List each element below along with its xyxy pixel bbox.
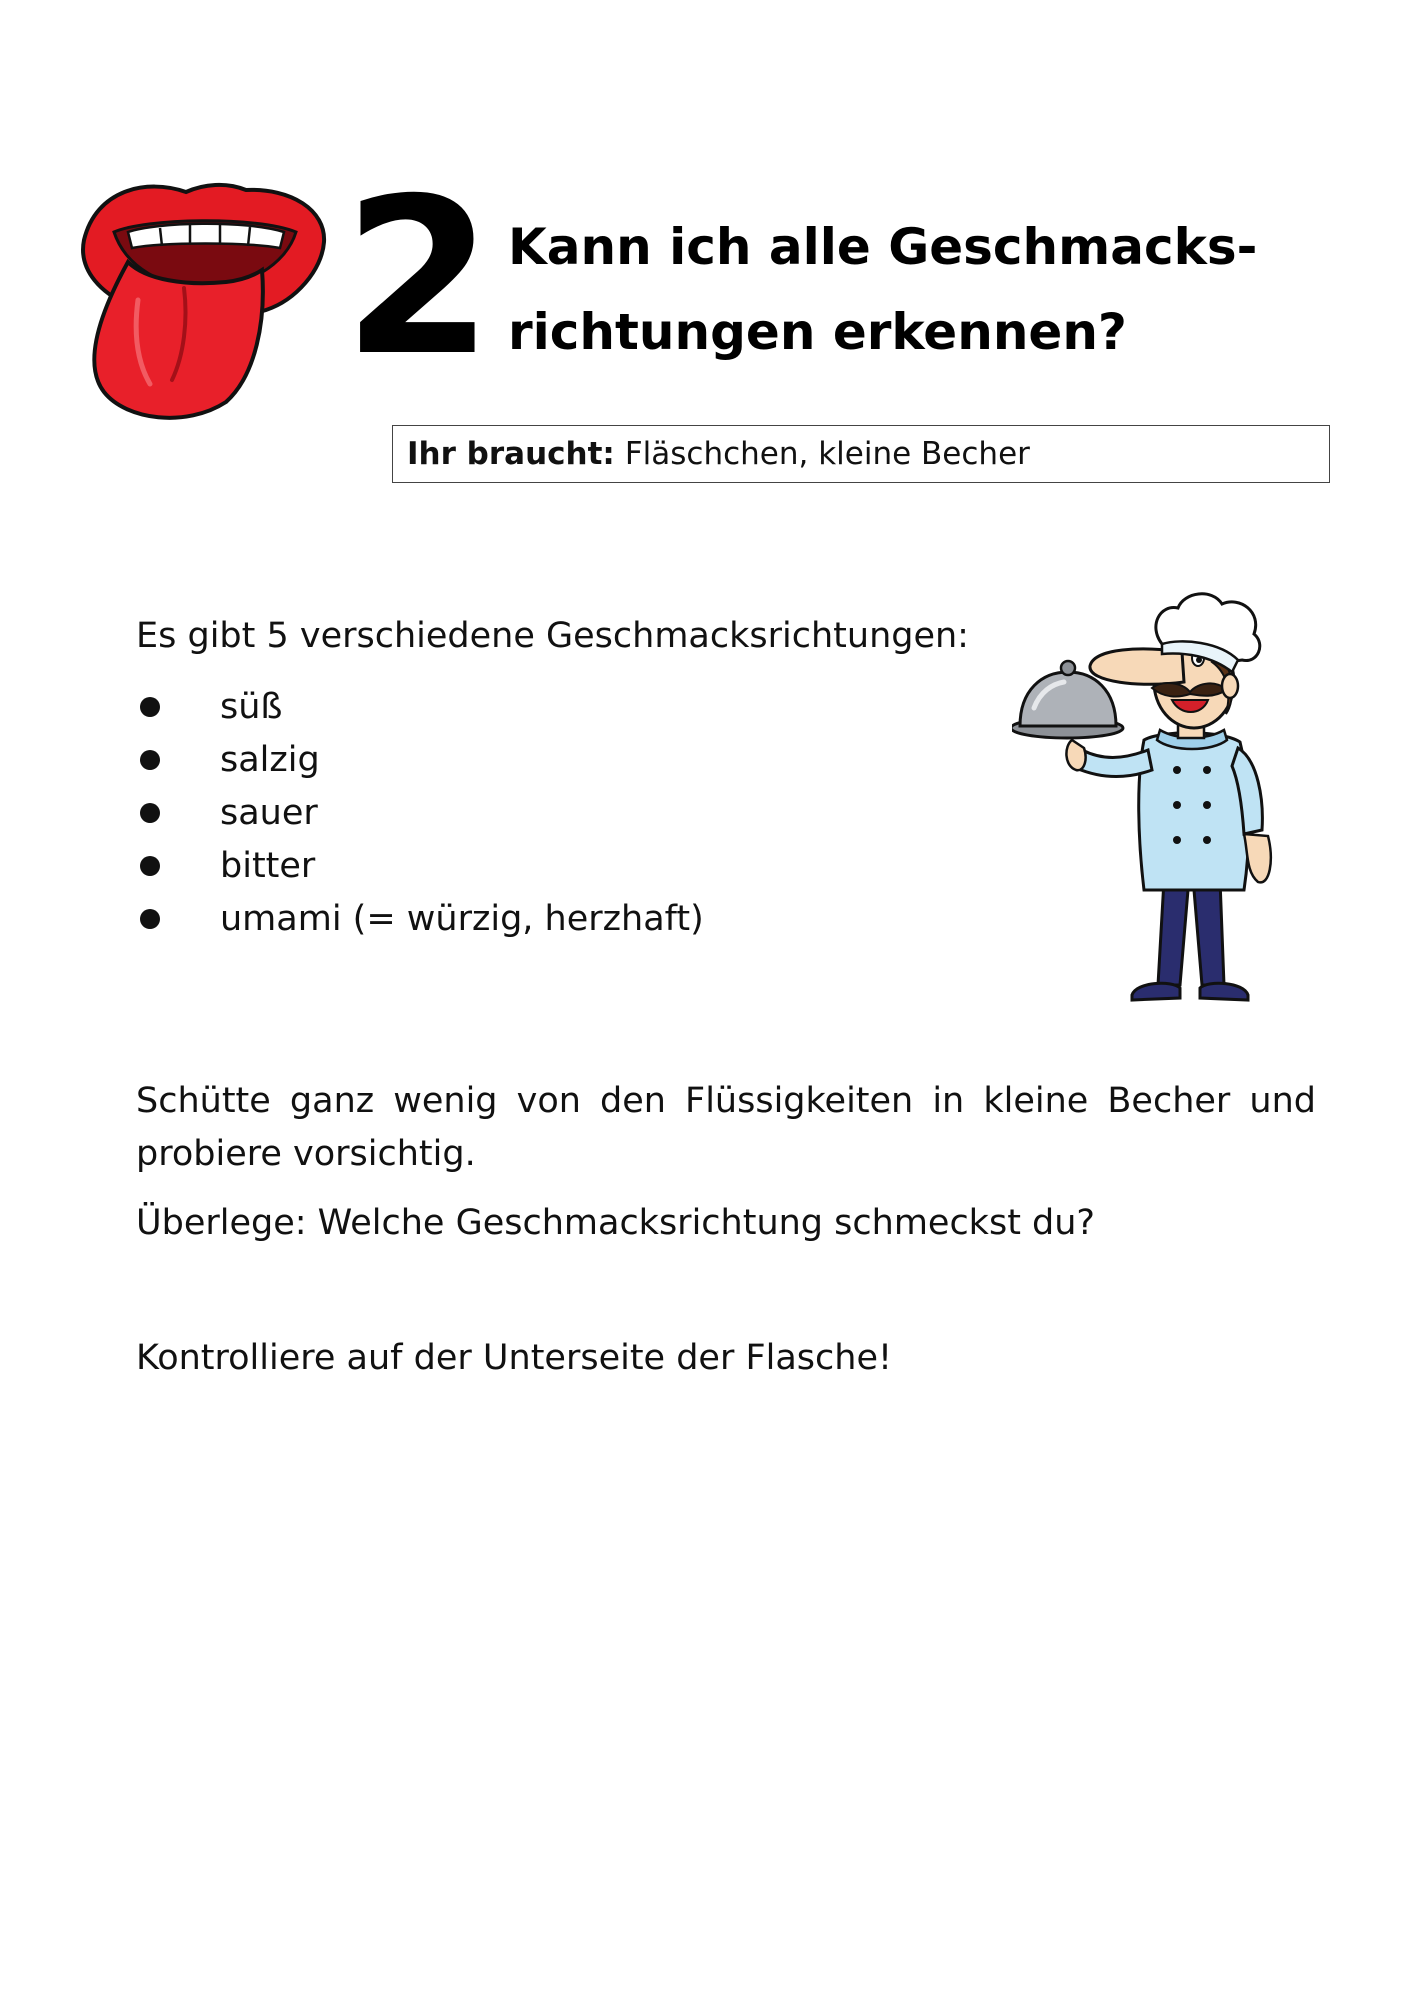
- materials-items: Fläschchen, kleine Becher: [624, 436, 1030, 472]
- list-item: [136, 733, 704, 786]
- list-item: [136, 892, 704, 945]
- bullet-icon: [140, 803, 160, 823]
- bullet-icon: [140, 750, 160, 770]
- taste-label: umami (= würzig, herzhaft): [220, 898, 704, 939]
- taste-list: [136, 680, 704, 945]
- bullet-icon: [140, 697, 160, 717]
- instruction-text: Schütte ganz wenig von den Flüssigkeiten in kleine Becher und probiere vorsichtig.: [136, 1081, 1316, 1174]
- taste-label: bitter: [220, 845, 316, 886]
- list-item: [136, 786, 704, 839]
- chef-with-cloche-icon: [1012, 590, 1302, 1010]
- page-title: [508, 205, 1358, 375]
- taste-label: süß: [220, 686, 283, 727]
- list-item: [136, 680, 704, 733]
- materials-box: [392, 425, 1330, 483]
- bullet-icon: [140, 856, 160, 876]
- mouth-tongue-icon: [76, 170, 332, 426]
- materials-label: Ihr braucht:: [407, 436, 615, 472]
- intro-text: Es gibt 5 verschiedene Geschmacksrichtungen:: [136, 616, 969, 656]
- taste-label: sauer: [220, 792, 318, 833]
- question-text: Überlege: Welche Geschmacksrichtung schmeckst du?: [136, 1203, 1096, 1243]
- taste-label: salzig: [220, 739, 320, 780]
- list-item: [136, 839, 704, 892]
- bullet-icon: [140, 909, 160, 929]
- station-number: 2: [343, 152, 488, 403]
- title-line-2: richtungen erkennen?: [508, 303, 1127, 361]
- control-text: Kontrolliere auf der Unterseite der Flasche!: [136, 1338, 893, 1378]
- title-line-1: Kann ich alle Geschmacks-: [508, 218, 1258, 276]
